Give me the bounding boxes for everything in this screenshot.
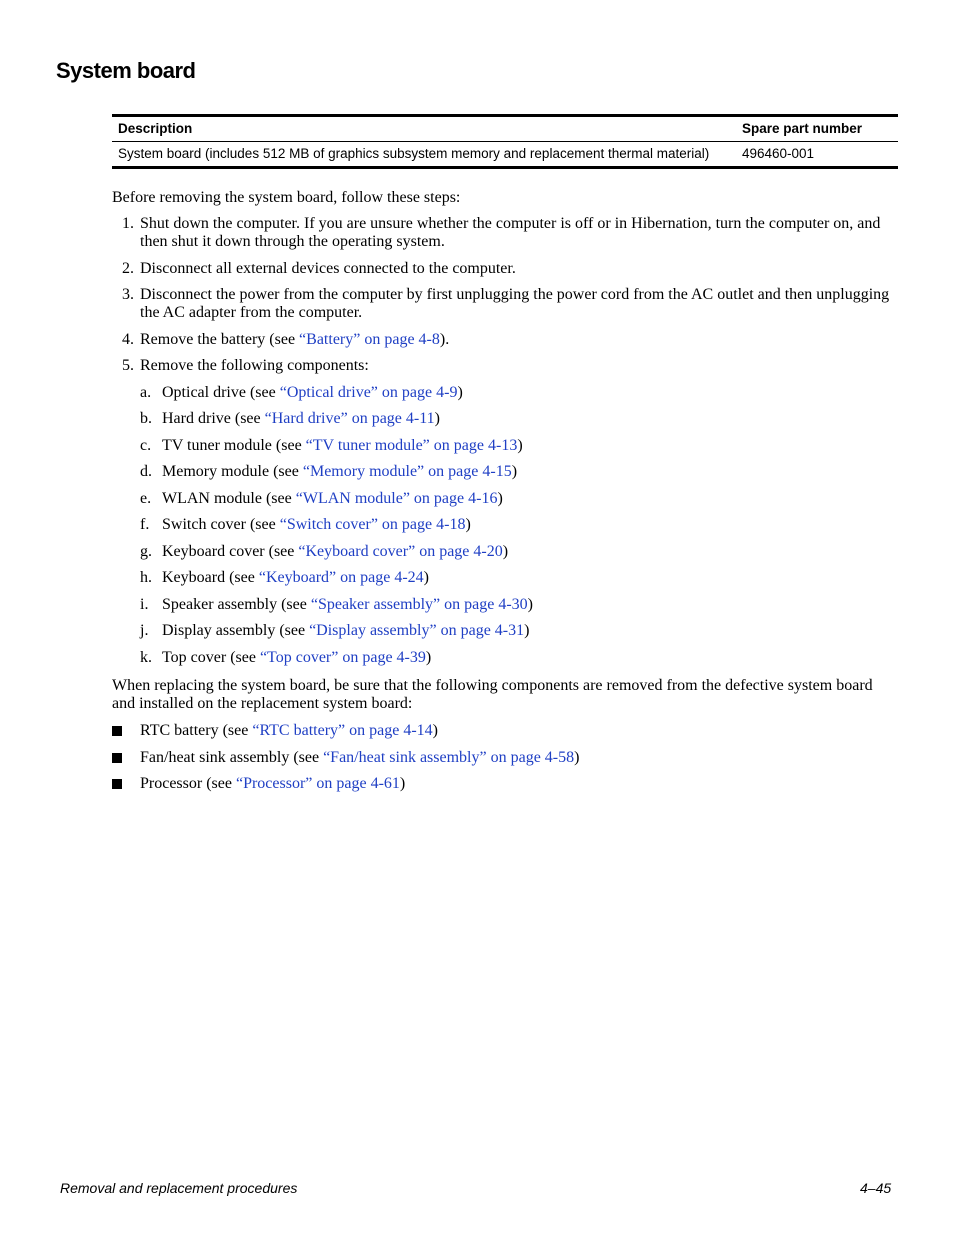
list-item — [140, 384, 902, 402]
link-optical-drive[interactable]: “Optical drive” on page 4-9 — [279, 383, 458, 401]
spare-parts-table — [112, 114, 898, 169]
step-item — [112, 357, 902, 667]
replacement-text: When replacing the system board, be sure that the following components are removed from the defective system board and installed on the replacement system board: — [112, 677, 873, 712]
link-display-assembly[interactable]: “Display assembly” on page 4-31 — [309, 622, 525, 639]
step-number: 1. — [122, 215, 134, 232]
step-number: 2. — [122, 259, 134, 277]
item-suffix: ) — [399, 775, 406, 792]
step-item — [112, 260, 902, 278]
list-item — [140, 463, 902, 481]
item-letter: b. — [140, 410, 152, 427]
item-suffix: ) — [497, 489, 503, 507]
list-item — [112, 749, 579, 767]
link-hard-drive[interactable]: “Hard drive” on page 4-11 — [264, 410, 435, 427]
intro-text: Before removing the system board, follow these steps: — [112, 189, 461, 206]
item-text: Keyboard (see — [162, 569, 259, 586]
link-tv-tuner-module[interactable]: “TV tuner module” on page 4-13 — [305, 436, 518, 454]
list-item — [140, 622, 902, 640]
list-item — [140, 649, 902, 667]
item-letter: c. — [140, 436, 152, 454]
cell-part-number: 496460-001 — [742, 146, 815, 161]
item-text: Keyboard cover (see — [162, 542, 299, 560]
item-letter: e. — [140, 489, 152, 507]
item-text: TV tuner module (see — [162, 436, 306, 454]
list-item — [140, 410, 902, 428]
square-bullet-icon — [112, 726, 122, 736]
item-text: Switch cover (see — [162, 516, 280, 533]
list-item — [112, 722, 579, 740]
link-memory-module[interactable]: “Memory module” on page 4-15 — [302, 463, 512, 480]
step-text: Remove the following components: — [140, 357, 369, 374]
step-number: 5. — [122, 357, 134, 374]
item-letter: g. — [140, 542, 152, 560]
item-suffix: ) — [524, 622, 530, 639]
link-top-cover[interactable]: “Top cover” on page 4-39 — [259, 648, 426, 666]
step-text: Disconnect all external devices connected to the computer. — [140, 259, 516, 277]
item-letter: j. — [140, 622, 149, 639]
link-speaker-assembly[interactable]: “Speaker assembly” on page 4-30 — [310, 595, 528, 613]
item-text: Fan/heat sink assembly (see — [140, 748, 324, 766]
removal-steps — [112, 215, 902, 675]
square-bullet-icon — [112, 779, 122, 789]
item-text: Hard drive (see — [162, 410, 265, 427]
step-text: Shut down the computer. If you are unsure whether the computer is off or in Hibernation, turn the computer on, and then shut it down through the operating system. — [140, 215, 881, 250]
list-item — [140, 543, 902, 561]
item-text: Speaker assembly (see — [162, 595, 311, 613]
link-keyboard[interactable]: “Keyboard” on page 4-24 — [258, 569, 424, 586]
footer-section-title: Removal and replacement procedures — [60, 1180, 298, 1196]
item-text: Processor (see — [140, 775, 236, 792]
item-suffix: ) — [457, 383, 463, 401]
cell-description: System board (includes 512 MB of graphics subsystem memory and replacement thermal material) — [118, 146, 710, 161]
square-bullet-icon — [112, 753, 122, 763]
link-keyboard-cover[interactable]: “Keyboard cover” on page 4-20 — [298, 542, 503, 560]
item-text: Top cover (see — [162, 648, 260, 666]
item-letter: i. — [140, 595, 149, 613]
item-suffix: ) — [511, 463, 518, 480]
item-text: WLAN module (see — [162, 489, 296, 507]
link-wlan-module[interactable]: “WLAN module” on page 4-16 — [295, 489, 498, 507]
item-suffix: ) — [423, 569, 429, 586]
step-text: Disconnect the power from the computer by first unplugging the power cord from the AC outlet and then unplugging the AC adapter from the computer. — [140, 286, 890, 321]
list-item — [140, 596, 902, 614]
item-text: Display assembly (see — [162, 622, 310, 639]
item-letter: d. — [140, 463, 152, 480]
components-list — [140, 384, 902, 667]
item-suffix: ) — [432, 722, 438, 739]
item-suffix: ) — [517, 436, 523, 454]
link-rtc-battery[interactable]: “RTC battery” on page 4-14 — [252, 722, 433, 739]
step-number: 3. — [122, 286, 134, 303]
list-item — [112, 775, 579, 793]
item-suffix: ) — [465, 516, 471, 533]
item-letter: k. — [140, 648, 152, 666]
step-text-prefix: Remove the battery (see — [140, 330, 300, 348]
item-suffix: ) — [502, 542, 509, 560]
item-text: RTC battery (see — [140, 722, 253, 739]
item-letter: f. — [140, 516, 150, 533]
step-item — [112, 331, 902, 349]
table-header-row — [112, 116, 898, 142]
step-item — [112, 286, 902, 322]
step-item — [112, 215, 902, 251]
table-row — [112, 142, 898, 168]
item-suffix: ) — [425, 648, 432, 666]
page-title: System board — [56, 58, 196, 83]
list-item — [140, 569, 902, 587]
item-suffix: ) — [434, 410, 440, 427]
item-letter: h. — [140, 569, 152, 586]
link-processor[interactable]: “Processor” on page 4-61 — [235, 775, 400, 792]
header-spare-part-number: Spare part number — [742, 121, 863, 136]
list-item — [140, 437, 902, 455]
step-number: 4. — [122, 330, 134, 348]
link-switch-cover[interactable]: “Switch cover” on page 4-18 — [279, 516, 466, 533]
item-letter: a. — [140, 383, 152, 401]
header-description: Description — [118, 121, 193, 136]
list-item — [140, 516, 902, 534]
item-suffix: ) — [527, 595, 533, 613]
link-fan-heat-sink-assembly[interactable]: “Fan/heat sink assembly” on page 4-58 — [323, 748, 575, 766]
transfer-components-list — [112, 722, 579, 802]
step-text-suffix: ). — [439, 330, 450, 348]
link-battery[interactable]: “Battery” on page 4-8 — [299, 330, 440, 348]
item-suffix: ) — [574, 748, 580, 766]
item-text: Optical drive (see — [162, 383, 280, 401]
footer-page-number: 4–45 — [860, 1180, 892, 1196]
item-text: Memory module (see — [162, 463, 303, 480]
list-item — [140, 490, 902, 508]
